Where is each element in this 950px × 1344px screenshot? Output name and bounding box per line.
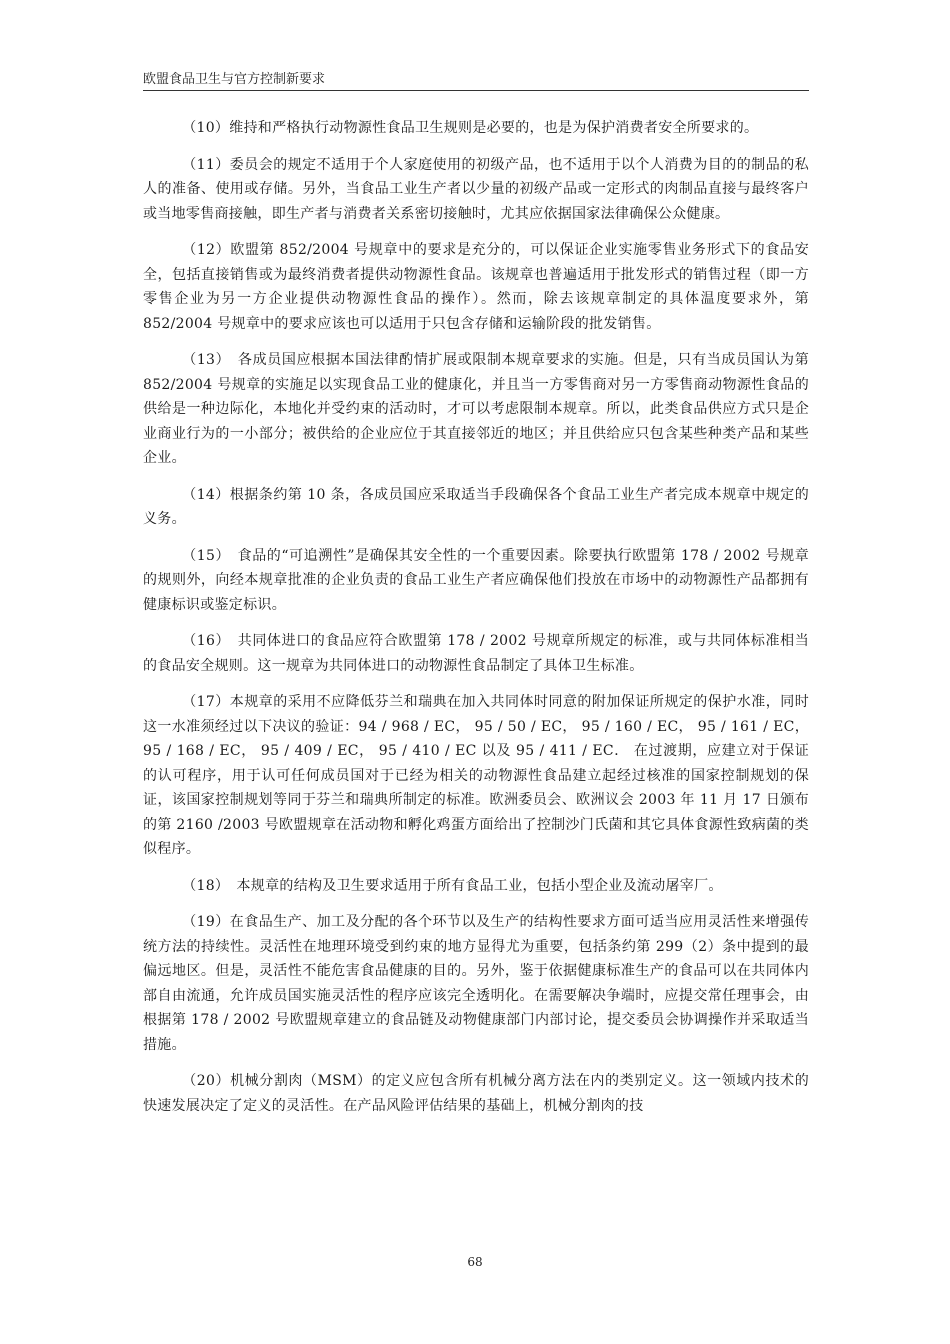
paragraph-17: （17）本规章的采用不应降低芬兰和瑞典在加入共同体时同意的附加保证所规定的保护水准，同时这一水准须经过以下决议的验证：94 / 968 / EC， 95 / 50 / EC， 95 / 160 / EC， 95 / 161 / EC， 95 / 168 / EC， 95 / 409 / EC， 95 / 410 / EC 以及 95 / 411 / EC． 在过渡期，应建立对于保证的认可程序，用于认可任何成员国对于已经为相关的动物源性食品建立起经过核准的国家控制规划的保证，该国家控制规划等同于芬兰和瑞典所制定的标准。欧洲委员会、欧洲议会 2003 年 11 月 17 日颁布的第 2160 /2003 号欧盟规章在活动物和孵化鸡蛋方面给出了控制沙门氏菌和其它具体食源性致病菌的类似程序。 — [143, 694, 809, 857]
document-body — [143, 116, 809, 1130]
paragraph-13: （13） 各成员国应根据本国法律酌情扩展或限制本规章要求的实施。但是，只有当成员国认为第 852/2004 号规章的实施足以实现食品工业的健康化，并且当一方零售商对另一方零售商动物源性食品的供给是一种边际化，本地化并受约束的活动时，才可以考虑限制本规章。所以，此类食品供应方式只是企业商业行为的一小部分；被供给的企业应位于其直接邻近的地区；并且供给应只包含某些种类产品和某些企业。 — [143, 352, 809, 466]
running-header: 欧盟食品卫生与官方控制新要求 — [143, 72, 326, 87]
paragraph-14: （14）根据条约第 10 条，各成员国应采取适当手段确保各个食品工业生产者完成本规章中规定的义务。 — [143, 486, 809, 527]
header-divider — [143, 90, 809, 91]
paragraph-18: （18） 本规章的结构及卫生要求适用于所有食品工业，包括小型企业及流动屠宰厂。 — [182, 877, 723, 894]
paragraph-11: （11）委员会的规定不适用于个人家庭使用的初级产品，也不适用于以个人消费为目的的制品的私人的准备、使用或存储。另外，当食品工业生产者以少量的初级产品或一定形式的肉制品直接与最终客户或当地零售商接触，即生产者与消费者关系密切接触时，尤其应依据国家法律确保公众健康。 — [143, 156, 809, 222]
page-number: 68 — [467, 1255, 483, 1269]
paragraph-10: （10）维持和严格执行动物源性食品卫生规则是必要的，也是为保护消费者安全所要求的。 — [182, 120, 759, 136]
paragraph-20: （20）机械分割肉（MSM）的定义应包含所有机械分离方法在内的类别定义。这一领域内技术的快速发展决定了定义的灵活性。在产品风险评估结果的基础上，机械分割肉的技 — [143, 1073, 809, 1114]
paragraph-19: （19）在食品生产、加工及分配的各个环节以及生产的结构性要求方面可适当应用灵活性来增强传统方法的持续性。灵活性在地理环境受到约束的地方显得尤为重要，包括条约第 299（2）条中提到的最偏远地区。但是，灵活性不能危害食品健康的目的。另外，鉴于依据健康标准生产的食品可以在共同体内部自由流通，允许成员国实施灵活性的程序应该完全透明化。在需要解决争端时，应提交常任理事会，由根据第 178 / 2002 号欧盟规章建立的食品链及动物健康部门内部讨论，提交委员会协调操作并采取适当措施。 — [143, 914, 809, 1053]
paragraph-15: （15） 食品的“可追溯性”是确保其安全性的一个重要因素。除要执行欧盟第 178 / 2002 号规章的规则外，向经本规章批准的企业负责的食品工业生产者应确保他们投放在市场中的动物源性产品都拥有健康标识或鉴定标识。 — [143, 547, 809, 613]
paragraph-16: （16） 共同体进口的食品应符合欧盟第 178 / 2002 号规章所规定的标准，或与共同体标准相当的食品安全规则。这一规章为共同体进口的动物源性食品制定了具体卫生标准。 — [143, 633, 809, 674]
paragraph-12: （12）欧盟第 852/2004 号规章中的要求是充分的，可以保证企业实施零售业务形式下的食品安全，包括直接销售或为最终消费者提供动物源性食品。该规章也普遍适用于批发形式的销售过程（即一方零售企业为另一方企业提供动物源性食品的操作）。然而，除去该规章制定的具体温度要求外，第 852/2004 号规章中的要求应该也可以适用于只包含存储和运输阶段的批发销售。 — [143, 242, 809, 332]
